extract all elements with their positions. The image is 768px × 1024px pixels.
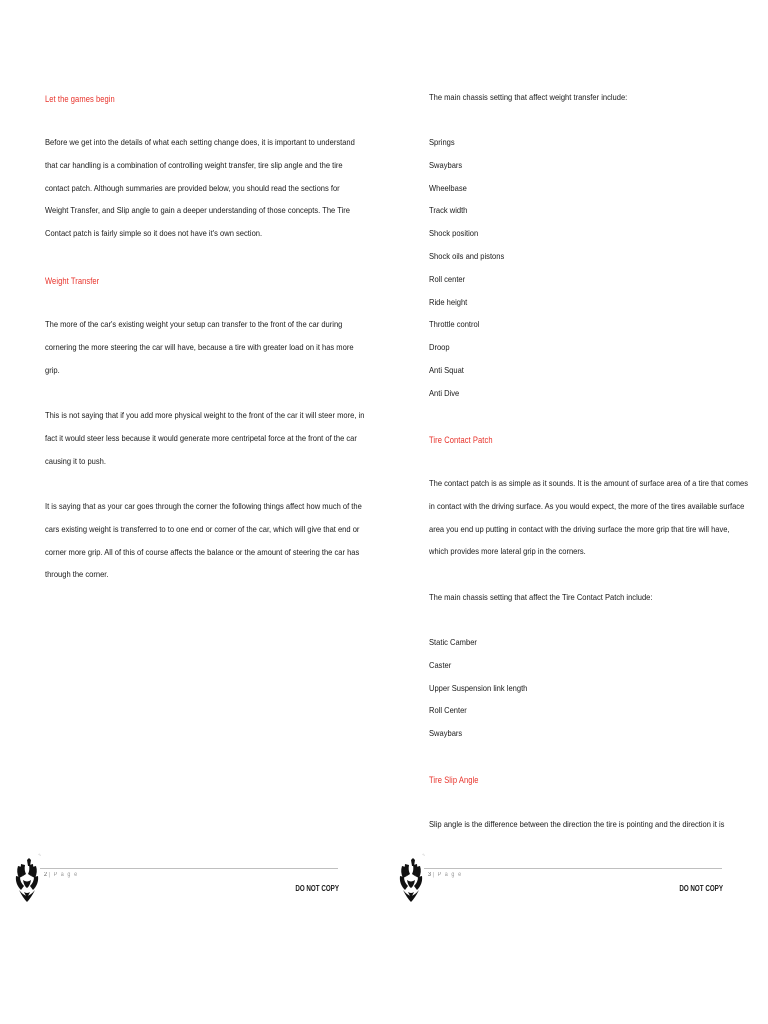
- text-line: causing it to push.: [45, 455, 106, 466]
- list-item: Throttle control: [429, 319, 480, 330]
- text-line: in contact with the driving surface. As you would expect, the more of the tires available surface: [429, 500, 745, 511]
- list-item: Caster: [429, 659, 452, 670]
- text-line: It is saying that as your car goes through the corner the following things affect how much of the: [45, 501, 362, 511]
- text-line: area you end up putting in contact with the driving surface the more grip that tire will have,: [429, 523, 730, 534]
- contact-paragraph: [429, 472, 768, 563]
- page-number-label: | P a g e: [432, 872, 463, 878]
- footer-logo-icon: [12, 852, 42, 904]
- footer-mark: ∿: [38, 852, 42, 857]
- text-line: cornering the more steering the car will have, because a tire with greater load on it has more: [45, 341, 354, 352]
- text-line: The contact patch is as simple as it sounds. It is the amount of surface area of a tire that comes: [429, 478, 749, 488]
- text-line: Weight Transfer, and Slip angle to gain a deeper understanding of those concepts. The Tire: [45, 205, 350, 216]
- text-line: Before we get into the details of what each setting change does, it is important to understand: [45, 137, 355, 147]
- list-item: Roll Center: [429, 705, 467, 716]
- heading-let-the-games-begin: Let the games begin: [45, 94, 115, 104]
- list-item: Track width: [429, 205, 468, 216]
- list-item: Shock position: [429, 228, 479, 239]
- weight-paragraph-2: [45, 404, 385, 472]
- text-line: Slip angle is the difference between the direction the tire is pointing and the direction it is: [429, 819, 725, 829]
- heading-weight-transfer: Weight Transfer: [45, 276, 100, 286]
- footer-logo-icon: [396, 852, 426, 904]
- page-number: [428, 872, 462, 878]
- list-item: Wheelbase: [429, 182, 467, 193]
- contact-settings-list: [429, 631, 768, 745]
- page-number-value: 3: [428, 872, 432, 878]
- text-line: This is not saying that if you add more physical weight to the front of the car it will steer more, in: [45, 410, 365, 420]
- text-line: The main chassis setting that affect the Tire Contact Patch include:: [429, 592, 653, 602]
- text-line: which provides more lateral grip in the corners.: [429, 546, 586, 557]
- heading-tire-contact-patch: Tire Contact Patch: [429, 435, 493, 445]
- list-item: Ride height: [429, 296, 468, 307]
- page-number: [44, 872, 78, 878]
- do-not-copy-notice: DO NOT COPY: [679, 884, 723, 893]
- heading-tire-slip-angle: Tire Slip Angle: [429, 775, 479, 785]
- text-line: The main chassis setting that affect weight transfer include:: [429, 92, 628, 102]
- text-line: that car handling is a combination of controlling weight transfer, tire slip angle and the tire: [45, 159, 343, 170]
- list-item: Droop: [429, 342, 450, 353]
- do-not-copy-notice: DO NOT COPY: [295, 884, 339, 893]
- text-line: Contact patch is fairly simple so it does not have it's own section.: [45, 228, 263, 239]
- list-item: Anti Squat: [429, 364, 464, 375]
- weight-paragraph-3: [45, 495, 385, 586]
- footer-divider: [40, 868, 338, 869]
- text-line: corner more grip. All of this of course affects the balance or the amount of steering the car has: [45, 546, 360, 557]
- weight-paragraph-1: [45, 313, 385, 381]
- footer-mark: ∿: [422, 852, 426, 857]
- text-line: The more of the car's existing weight your setup can transfer to the front of the car during: [45, 319, 343, 329]
- list-item: Springs: [429, 137, 455, 147]
- list-item: Anti Dive: [429, 387, 460, 398]
- text-line: fact it would steer less because it would generate more centripetal force at the front of the car: [45, 432, 357, 443]
- contact-intro: [429, 586, 768, 609]
- right-page: [384, 0, 768, 1024]
- text-line: grip.: [45, 364, 60, 375]
- list-item: Static Camber: [429, 637, 477, 647]
- page-number-value: 2: [44, 872, 48, 878]
- list-item: Shock oils and pistons: [429, 250, 505, 261]
- page-number-label: | P a g e: [48, 872, 79, 878]
- weight-intro: [429, 86, 768, 109]
- text-line: cars existing weight is transferred to to one end or corner of the car, which will give that end or: [45, 523, 360, 534]
- text-line: contact patch. Although summaries are provided below, you should read the sections for: [45, 182, 340, 193]
- text-line: through the corner.: [45, 569, 109, 580]
- list-item: Swaybars: [429, 159, 463, 170]
- slip-paragraph: [429, 813, 768, 836]
- weight-settings-list: [429, 131, 768, 405]
- list-item: Upper Suspension link length: [429, 682, 528, 693]
- footer-divider: [424, 868, 722, 869]
- intro-paragraph: [45, 131, 385, 245]
- list-item: Roll center: [429, 273, 466, 284]
- list-item: Swaybars: [429, 728, 463, 739]
